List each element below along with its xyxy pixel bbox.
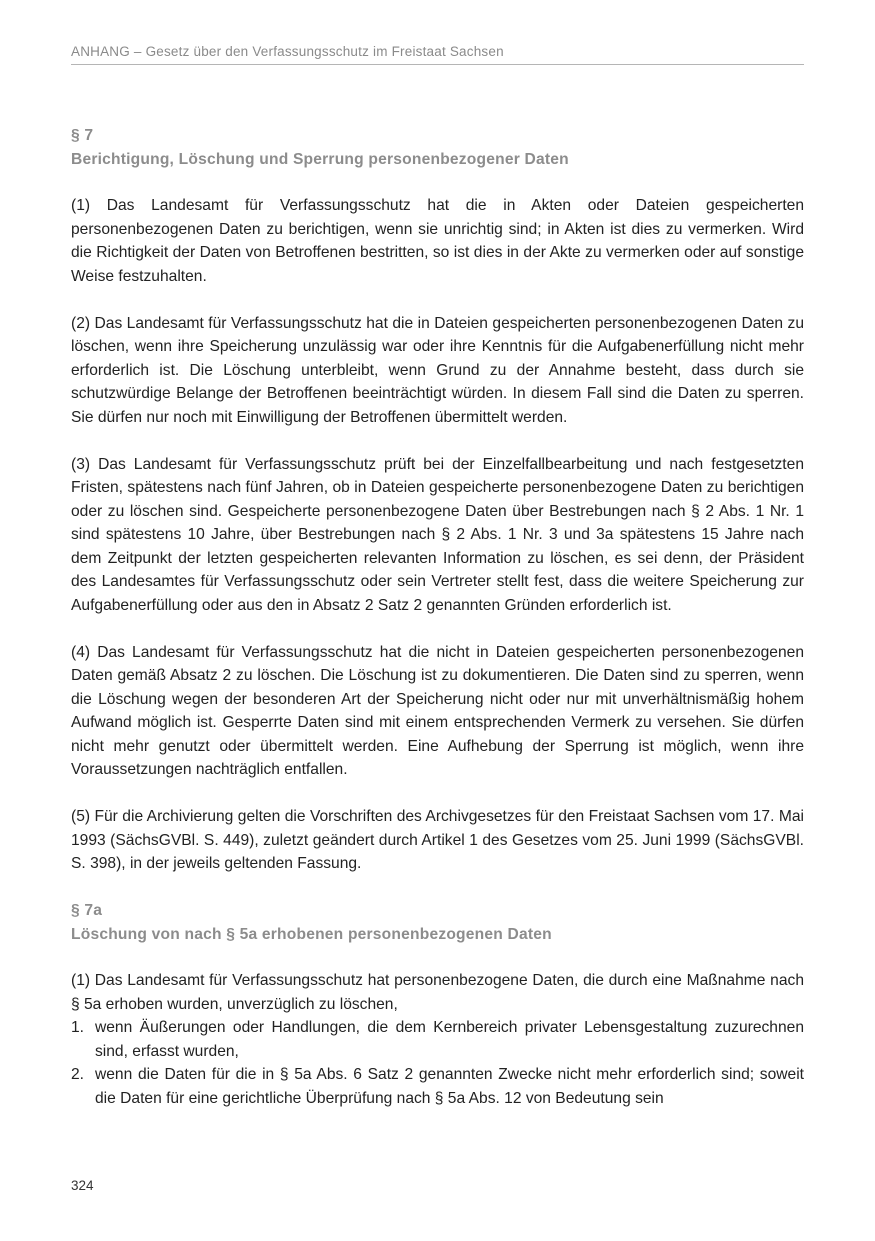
section-7a-title: Löschung von nach § 5a erhobenen personenbezogenen Daten bbox=[71, 925, 552, 943]
section-7-paragraph-2: (2) Das Landesamt für Verfassungsschutz hat die in Dateien gespeicherten personenbezogenen Daten zu löschen, wenn ihre Speicherung unzulässig war oder ihre Kenntnis für die Aufgabenerfüllung nicht mehr erforderlich ist. Die Löschung unterbleibt, wenn Grund zu der Annahme besteht, dass durch sie schutzwürdige Belange der Betroffenen beeinträchtigt würden. In diesem Fall sind die Daten zu sperren. Sie dürfen nur noch mit Einwilligung der Betroffenen übermittelt werden. bbox=[71, 314, 804, 426]
list-item-text: wenn Äußerungen oder Handlungen, die dem Kernbereich privater Lebensgestaltung zuzurechnen sind, erfasst wurden, bbox=[95, 1019, 804, 1060]
list-item-text: wenn die Daten für die in § 5a Abs. 6 Satz 2 genannten Zwecke nicht mehr erforderlich sind; soweit die Daten für eine gerichtliche Überprüfung nach § 5a Abs. 12 von Bedeutung sein bbox=[95, 1066, 804, 1107]
document-body bbox=[71, 124, 804, 1110]
section-7-number: § 7 bbox=[71, 127, 94, 144]
section-7-title: Berichtigung, Löschung und Sperrung personenbezogener Daten bbox=[71, 150, 569, 168]
section-7-paragraph-3: (3) Das Landesamt für Verfassungsschutz prüft bei der Einzelfallbearbeitung und nach festgesetzten Fristen, spätestens nach fünf Jahren, ob in Dateien gespeicherte personenbezogene Daten zu berichtigen oder zu löschen sind. Gespeicherte personenbezogene Daten über Bestrebungen nach § 2 Abs. 1 Nr. 1 sind spätestens 10 Jahre, über Bestrebungen nach § 2 Abs. 1 Nr. 3 und 3a spätestens 15 Jahre nach dem Zeitpunkt der letzten gespeicherten relevanten Information zu löschen, es sei denn, der Präsident des Landesamtes für Verfassungsschutz oder sein Vertreter stellt fest, dass die weitere Speicherung zur Aufgabenerfüllung oder aus den in Absatz 2 Satz 2 genannten Gründen erforderlich ist. bbox=[71, 455, 804, 614]
page-number: 324 bbox=[71, 1178, 94, 1193]
section-7a-intro: (1) Das Landesamt für Verfassungsschutz hat personenbezogene Daten, die durch eine Maßnahme nach § 5a erhoben wurden, unverzüglich zu löschen, bbox=[71, 972, 804, 1013]
running-header: ANHANG – Gesetz über den Verfassungsschutz im Freistaat Sachsen bbox=[71, 44, 804, 65]
section-7a-number: § 7a bbox=[71, 902, 103, 919]
list-item bbox=[71, 1016, 804, 1063]
section-7a-list bbox=[71, 1016, 804, 1110]
section-7-paragraph-4: (4) Das Landesamt für Verfassungsschutz hat die nicht in Dateien gespeicherten personenbezogenen Daten gemäß Absatz 2 zu löschen. Die Löschung ist zu dokumentieren. Die Daten sind zu sperren, wenn die Löschung wegen der besonderen Art der Speicherung nicht oder nur mit unverhältnismäßig hohem Aufwand möglich ist. Gesperrte Daten sind mit einem entsprechenden Vermerk zu versehen. Sie dürfen nicht mehr genutzt oder übermittelt werden. Eine Aufhebung der Sperrung ist möglich, wenn ihre Voraussetzungen nachträglich entfallen. bbox=[71, 643, 804, 778]
list-item bbox=[71, 1063, 804, 1110]
list-item-number: 2. bbox=[71, 1066, 85, 1083]
section-7-paragraph-1: (1) Das Landesamt für Verfassungsschutz hat die in Akten oder Dateien gespeicherten personenbezogenen Daten zu berichtigen, wenn sie unrichtig sind; in Akten ist dies zu vermerken. Wird die Richtigkeit der Daten von Betroffenen bestritten, so ist dies in der Akte zu vermerken oder auf sonstige Weise festzuhalten. bbox=[71, 197, 804, 285]
section-7-paragraph-5: (5) Für die Archivierung gelten die Vorschriften des Archivgesetzes für den Freistaat Sachsen vom 17. Mai 1993 (SächsGVBl. S. 449), zuletzt geändert durch Artikel 1 des Gesetzes vom 25. Juni 1999 (SächsGVBl. S. 398), in der jeweils geltenden Fassung. bbox=[71, 808, 804, 872]
list-item-number: 1. bbox=[71, 1019, 85, 1036]
